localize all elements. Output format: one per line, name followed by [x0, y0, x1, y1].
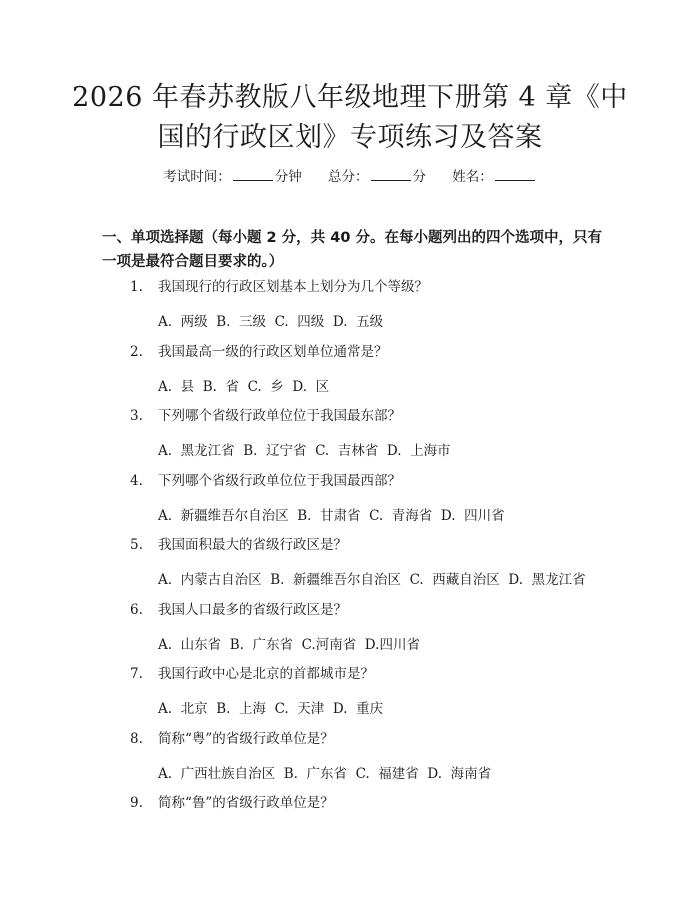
question-stem: 我国现行的行政区划基本上划分为几个等级？ [158, 279, 428, 295]
question-options: A. 黑龙江省 B. 辽宁省 C. 吉林省 D. 上海市 [158, 443, 451, 459]
question-stem: 我国最高一级的行政区划单位通常是？ [158, 343, 388, 360]
question-number: 3. [130, 408, 143, 424]
name-blank [495, 166, 535, 181]
score-blank [371, 166, 411, 181]
question-number: 7. [130, 666, 143, 682]
question-stem: 我国面积最大的省级行政区是？ [158, 537, 347, 553]
question-stem: 我国人口最多的省级行政区是？ [158, 601, 347, 618]
score-unit: 分 [412, 169, 426, 185]
exam-meta-line [0, 166, 700, 187]
score-label: 总分： [328, 169, 369, 185]
question-item [0, 600, 700, 665]
question-options: A. 广西壮族自治区 B. 广东省 C. 福建省 D. 海南省 [158, 765, 492, 782]
question-stem: 简称“粤”的省级行政单位是？ [158, 730, 334, 747]
question-item [0, 793, 700, 858]
question-item [0, 406, 700, 471]
document-title [60, 78, 640, 158]
question-options: A. 两级 B. 三级 C. 四级 D. 五级 [158, 314, 384, 330]
question-number: 5. [130, 537, 143, 553]
time-unit: 分钟 [274, 169, 302, 185]
section-heading: 一、单项选择题（每小题 2 分，共 40 分。在每小题列出的四个选项中，只有一项是最符合题目要求的。） [102, 230, 602, 270]
question-item [0, 277, 700, 342]
question-item [0, 664, 700, 729]
question-stem: 下列哪个省级行政单位位于我国最东部？ [158, 408, 401, 424]
question-options: A. 山东省 B. 广东省 C.河南省 D.四川省 [158, 636, 420, 653]
name-group [452, 166, 537, 187]
question-options: A. 新疆维吾尔自治区 B. 甘肃省 C. 青海省 D. 四川省 [158, 507, 505, 524]
question-number: 1. [130, 279, 143, 295]
question-stem: 下列哪个省级行政单位位于我国最西部？ [158, 472, 401, 489]
title-line-1: 2026 年春苏教版八年级地理下册第 4 章《中 [72, 82, 628, 113]
question-item [0, 729, 700, 794]
question-item [0, 471, 700, 536]
question-stem: 我国行政中心是北京的首都城市是？ [158, 666, 374, 682]
score-group [328, 166, 426, 187]
question-options: A. 内蒙古自治区 B. 新疆维吾尔自治区 C. 西藏自治区 D. 黑龙江省 [158, 572, 586, 588]
question-options: A. 北京 B. 上海 C. 天津 D. 重庆 [158, 701, 384, 717]
question-list [0, 277, 700, 858]
time-label: 考试时间： [163, 169, 231, 185]
time-blank [233, 166, 273, 181]
question-number: 2. [130, 343, 143, 360]
question-item [0, 535, 700, 600]
question-number: 8. [130, 730, 143, 747]
question-number: 9. [130, 795, 143, 811]
question-number: 4. [130, 472, 143, 489]
name-label: 姓名： [452, 169, 493, 185]
question-stem: 简称“鲁”的省级行政单位是？ [158, 795, 334, 811]
question-number: 6. [130, 601, 143, 618]
title-line-2: 国的行政区划》专项练习及答案 [157, 122, 543, 153]
question-item [0, 342, 700, 407]
question-options: A. 县 B. 省 C. 乡 D. 区 [158, 378, 330, 395]
time-group [163, 166, 302, 187]
